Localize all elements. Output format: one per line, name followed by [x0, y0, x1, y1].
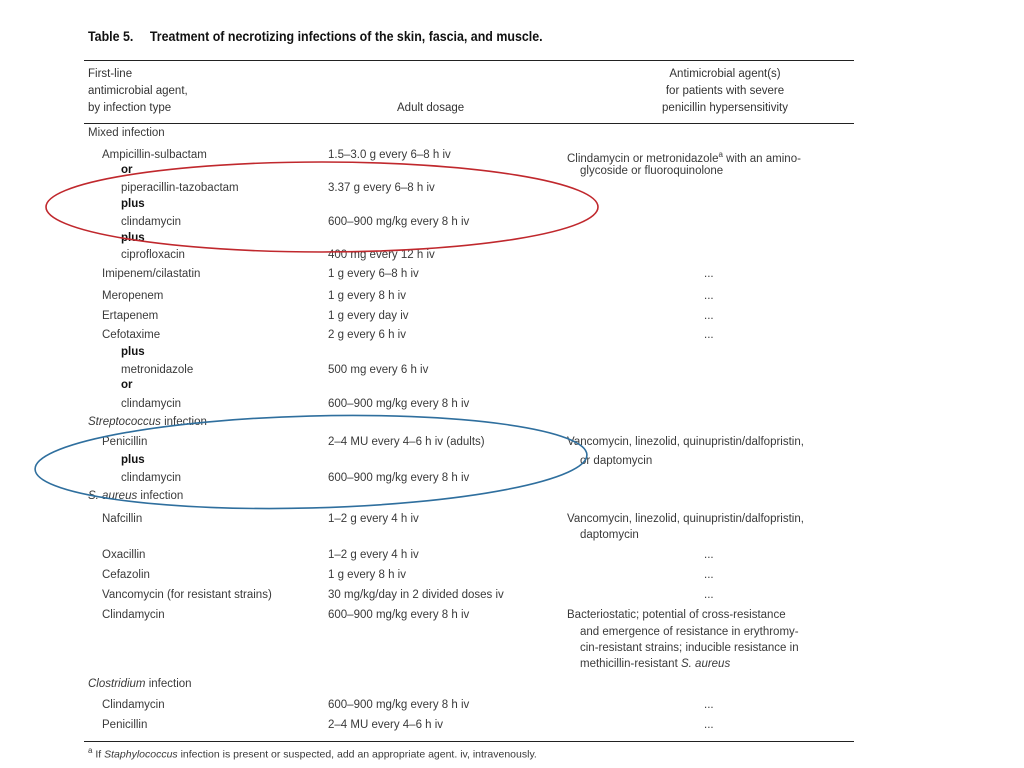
alt-clindamycin: Bacteriostatic; potential of cross-resistance	[567, 609, 786, 621]
drug-imipenem-cilastatin: Imipenem/cilastatin	[102, 268, 201, 280]
dose-piperacillin-tazobactam: 3.37 g every 6–8 h iv	[328, 182, 435, 194]
section-suffix: infection	[160, 416, 207, 428]
header-line: by infection type	[88, 102, 172, 114]
header-line: First-line	[88, 68, 133, 80]
alt-ellipsis: ...	[704, 329, 714, 341]
organism-name: S. aureus	[680, 658, 731, 670]
drug-vancomycin: Vancomycin (for resistant strains)	[102, 589, 272, 601]
dose-nafcillin: 1–2 g every 4 h iv	[328, 513, 419, 525]
dose-clindamycin: 600–900 mg/kg every 8 h iv	[328, 216, 470, 228]
drug-oxacillin: Oxacillin	[102, 549, 146, 561]
drug-penicillin: Penicillin	[102, 719, 148, 731]
red-ellipse-annotation	[46, 162, 598, 252]
header-line: Antimicrobial agent(s)	[669, 68, 781, 80]
connector-or: or	[121, 379, 133, 391]
dose-vancomycin: 30 mg/kg/day in 2 divided doses iv	[328, 589, 504, 601]
header-adult-dosage: Adult dosage	[397, 102, 465, 114]
drug-cefazolin: Cefazolin	[102, 569, 150, 581]
header-line: for patients with severe	[665, 85, 785, 97]
dose-imipenem-cilastatin: 1 g every 6–8 h iv	[328, 268, 419, 280]
connector-plus: plus	[121, 232, 145, 244]
drug-clindamycin: clindamycin	[121, 472, 182, 484]
drug-ertapenem: Ertapenem	[102, 310, 159, 322]
dose-ertapenem: 1 g every day iv	[328, 310, 409, 322]
header-line: antimicrobial agent,	[88, 85, 188, 97]
dose-ampicillin-sulbactam: 1.5–3.0 g every 6–8 h iv	[328, 149, 451, 161]
alt-clindamycin-line2: and emergence of resistance in erythromy-	[580, 626, 799, 638]
organism-name: Streptococcus	[88, 416, 161, 428]
alt-text: with an amino-	[722, 152, 801, 165]
dose-metronidazole: 500 mg every 6 h iv	[328, 364, 429, 376]
dose-oxacillin: 1–2 g every 4 h iv	[328, 549, 419, 561]
section-suffix: infection	[137, 490, 184, 502]
dose-penicillin: 2–4 MU every 4–6 h iv (adults)	[328, 436, 485, 448]
footnote-marker: a	[718, 150, 723, 159]
drug-ciprofloxacin: ciprofloxacin	[121, 249, 185, 261]
table-number: Table 5.	[88, 29, 134, 44]
alt-ampicillin-sulbactam-line2: glycoside or fluoroquinolone	[580, 165, 724, 177]
drug-cefotaxime: Cefotaxime	[102, 329, 161, 341]
table-title: Treatment of necrotizing infections of the skin, fascia, and muscle.	[149, 29, 543, 44]
alt-ellipsis: ...	[704, 719, 714, 731]
alt-ellipsis: ...	[704, 310, 714, 322]
footnote-text: infection is present or suspected, add an appropriate agent. iv, intravenously.	[177, 748, 537, 761]
alt-nafcillin: Vancomycin, linezolid, quinupristin/dalfopristin,	[567, 513, 804, 525]
alt-text: methicillin-resistant	[580, 658, 681, 670]
section-suffix: infection	[145, 678, 192, 690]
blue-ellipse-annotation	[34, 409, 588, 515]
dose-clindamycin: 600–900 mg/kg every 8 h iv	[328, 398, 470, 410]
dose-cefotaxime: 2 g every 6 h iv	[328, 329, 406, 341]
drug-metronidazole: metronidazole	[121, 364, 194, 376]
connector-or: or	[121, 164, 133, 176]
section-mixed-infection: Mixed infection	[88, 127, 165, 139]
alt-clindamycin-line3: cin-resistant strains; inducible resistance in	[580, 642, 799, 654]
dose-meropenem: 1 g every 8 h iv	[328, 290, 406, 302]
organism-name: Staphylococcus	[104, 748, 178, 761]
dose-clindamycin: 600–900 mg/kg every 8 h iv	[328, 472, 470, 484]
dose-ciprofloxacin: 400 mg every 12 h iv	[328, 249, 435, 261]
footnote-marker: a	[88, 746, 93, 755]
drug-penicillin: Penicillin	[102, 436, 148, 448]
drug-nafcillin: Nafcillin	[102, 513, 143, 525]
alt-ellipsis: ...	[704, 268, 714, 280]
organism-name: S. aureus	[88, 490, 138, 502]
connector-plus: plus	[121, 198, 145, 210]
connector-plus: plus	[121, 346, 145, 358]
footnote-text: If	[92, 748, 105, 761]
alt-ellipsis: ...	[704, 699, 714, 711]
dose-cefazolin: 1 g every 8 h iv	[328, 569, 406, 581]
organism-name: Clostridium	[88, 678, 146, 690]
dose-clindamycin: 600–900 mg/kg every 8 h iv	[328, 699, 470, 711]
dose-penicillin: 2–4 MU every 4–6 h iv	[328, 719, 444, 731]
drug-clindamycin: clindamycin	[121, 216, 182, 228]
alt-ellipsis: ...	[704, 589, 714, 601]
alt-penicillin: Vancomycin, linezolid, quinupristin/dalfopristin,	[567, 436, 804, 448]
connector-plus: plus	[121, 454, 145, 466]
drug-clindamycin: Clindamycin	[102, 699, 165, 711]
alt-nafcillin-line2: daptomycin	[580, 529, 639, 541]
dose-clindamycin: 600–900 mg/kg every 8 h iv	[328, 609, 470, 621]
alt-ellipsis: ...	[704, 569, 714, 581]
alt-text: Clindamycin or metronidazole	[567, 152, 719, 165]
alt-ellipsis: ...	[704, 290, 714, 302]
drug-clindamycin: clindamycin	[121, 398, 182, 410]
header-line: penicillin hypersensitivity	[662, 102, 788, 114]
alt-ellipsis: ...	[704, 549, 714, 561]
drug-meropenem: Meropenem	[102, 290, 164, 302]
drug-piperacillin-tazobactam: piperacillin-tazobactam	[121, 182, 239, 194]
alt-penicillin-line2: or daptomycin	[580, 455, 653, 467]
drug-clindamycin: Clindamycin	[102, 609, 165, 621]
drug-ampicillin-sulbactam: Ampicillin-sulbactam	[102, 149, 207, 161]
